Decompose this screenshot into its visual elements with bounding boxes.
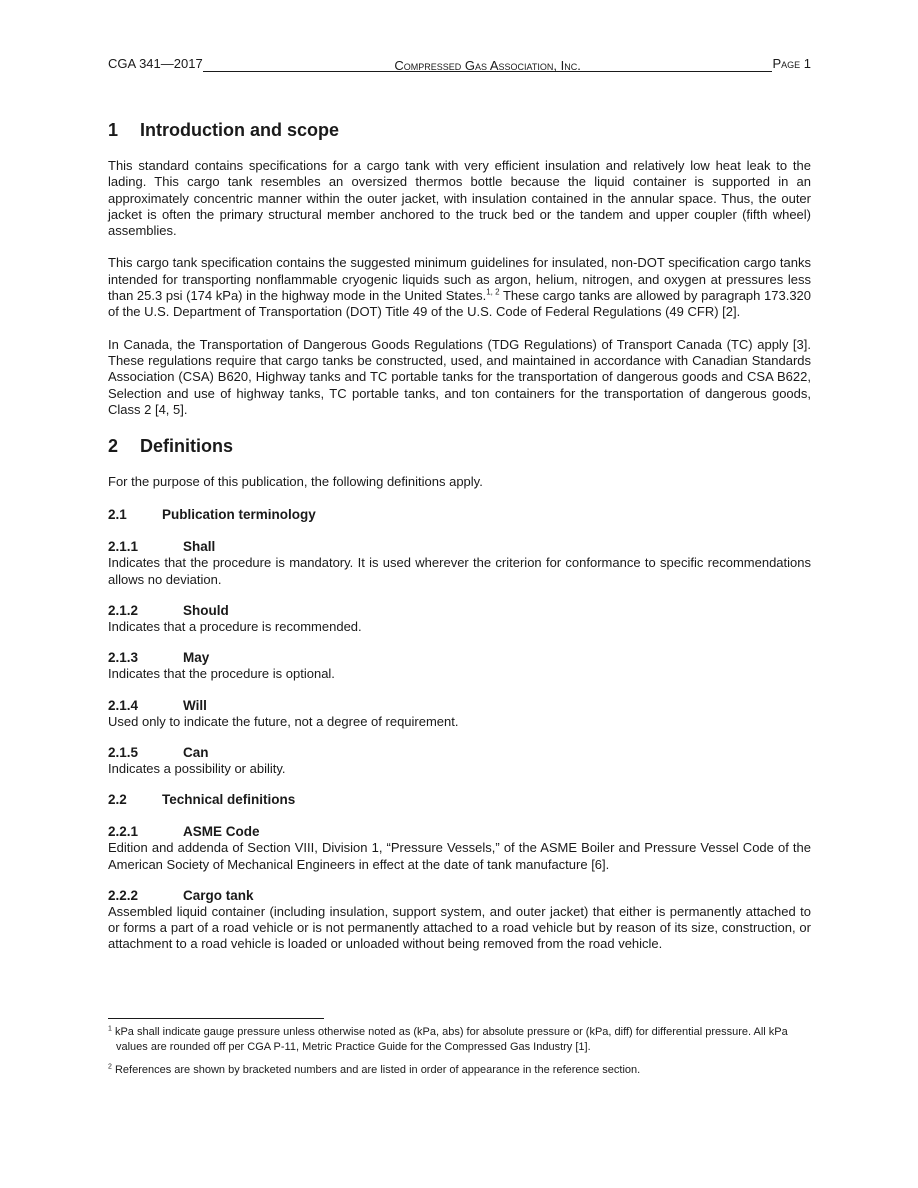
- section-number: 2: [108, 436, 119, 457]
- footnote-text: References are shown by bracketed numbers and are listed in order of appearance in the reference section.: [114, 1064, 641, 1076]
- term-name: Can: [183, 744, 209, 760]
- footnotes: [108, 1018, 811, 1086]
- definition-entry: [108, 697, 811, 730]
- term-number: 2.2.2: [108, 887, 139, 903]
- paragraph: In Canada, the Transportation of Dangerous Goods Regulations (TDG Regulations) of Transport Canada (TC) apply [3]. These regulations require that cargo tanks be constructed, used, and maintained in accordance with Canadian Standards Association (CSA) B620, Highway tanks and TC portable tanks for the transportation of dangerous goods and CSA B622, Selection and use of highway tanks, TC portable tanks, and ton containers for the transportation of dangerous goods, Class 2 [4, 5].: [108, 336, 811, 417]
- header-publisher: Compressed Gas Association, Inc.: [394, 58, 581, 73]
- term-definition: Indicates that a procedure is recommended.: [108, 619, 362, 635]
- term-definition: Edition and addenda of Section VIII, Division 1, “Pressure Vessels,” of the ASME Boiler and Pressure Vessel Code of the American Society of Mechanical Engineers in effect at the date of tank manufacture [6].: [108, 840, 811, 872]
- section-title: Introduction and scope: [140, 120, 340, 140]
- term-heading: [108, 887, 811, 904]
- term-number: 2.1.3: [108, 650, 139, 666]
- footnote: [108, 1063, 811, 1078]
- definition-entry: [108, 602, 811, 635]
- term-heading: [108, 538, 811, 555]
- running-header: [108, 54, 811, 72]
- section-heading-2: [108, 434, 811, 458]
- header-page-number: Page 1: [772, 56, 811, 71]
- header-document-id: CGA 341—2017: [108, 56, 203, 71]
- definition-entry: [108, 887, 811, 953]
- definition-entry: [108, 649, 811, 682]
- term-name: Will: [183, 697, 207, 713]
- term-heading: [108, 697, 811, 714]
- term-number: 2.2.1: [108, 824, 139, 840]
- subsection-number: 2.2: [108, 792, 127, 808]
- subsection-number: 2.1: [108, 507, 127, 523]
- paragraph: For the purpose of this publication, the following definitions apply.: [108, 474, 483, 490]
- definition-entry: [108, 538, 811, 588]
- footnote-mark: 1: [108, 1025, 112, 1033]
- term-name: ASME Code: [183, 824, 260, 840]
- paragraph-text: These cargo tanks are allowed by paragraph 173.320 of the U.S. Department of Transportation (DOT) Title 49 of the U.S. Code of Federal Regulations (49 CFR) [2].: [108, 288, 812, 320]
- term-definition: Indicates a possibility or ability.: [108, 760, 286, 776]
- term-definition: Indicates that the procedure is mandatory. It is used wherever the criterion for conformance to specific recommendations allows no deviation.: [108, 555, 811, 587]
- section-number: 1: [108, 120, 119, 140]
- definition-entry: [108, 744, 811, 777]
- document-page: [108, 0, 811, 1188]
- term-name: May: [183, 650, 210, 666]
- footnote-reference: 1, 2: [486, 287, 500, 297]
- section-heading-1: [108, 118, 811, 142]
- paragraph: This standard contains specifications for a cargo tank with very efficient insulation and relatively low heat leak to the lading. This cargo tank resembles an oversized thermos bottle because the liquid container is supported in an approximately concentric manner within the outer jacket, with insulation contained in the annular space. Thus, the outer jacket is often the primary structural member anchored to the truck bed or the tandem and upper coupler (fifth wheel) assemblies.: [108, 158, 811, 239]
- subsection-heading-2-1: [108, 506, 811, 524]
- footnote-rule: [108, 1018, 324, 1019]
- section-title: Definitions: [140, 436, 233, 457]
- term-number: 2.1.2: [108, 603, 139, 619]
- footnote: [108, 1025, 811, 1055]
- term-definition: Used only to indicate the future, not a degree of requirement.: [108, 713, 459, 729]
- term-name: Shall: [183, 539, 216, 555]
- paragraph-text: This cargo tank specification contains the suggested minimum guidelines for insulated, non-DOT specification cargo tanks intended for transporting nonflammable cryogenic liquids such as argon, helium, nitrogen, and oxygen at pressures less than 25.3 psi (174 kPa) in the highway mode in the United States.: [108, 255, 811, 304]
- header-rule: [203, 57, 773, 72]
- footnote-text: kPa shall indicate gauge pressure unless otherwise noted as (kPa, abs) for absolute pressure or (kPa, diff) for differential pressure. All kPa values are rounded off per CGA P-11, Metric Practice Guide for the Compressed Gas Industry [1].: [114, 1026, 788, 1053]
- subsection-title: Technical definitions: [162, 792, 296, 808]
- subsection-heading-2-2: [108, 791, 811, 809]
- term-name: Cargo tank: [183, 887, 254, 903]
- term-heading: [108, 823, 811, 840]
- footnote-mark: 2: [108, 1063, 112, 1071]
- term-heading: [108, 744, 811, 761]
- term-name: Should: [183, 603, 229, 619]
- term-definition: Indicates that the procedure is optional.: [108, 666, 335, 682]
- subsection-title: Publication terminology: [162, 507, 316, 523]
- term-definition: Assembled liquid container (including insulation, support system, and outer jacket) that either is permanently attached to or forms a part of a road vehicle or is not permanently attached to a road vehicle but by reason of its size, construction, or attachment to a road vehicle is loaded or unloaded without being removed from the road vehicle.: [108, 903, 811, 952]
- term-number: 2.1.5: [108, 744, 139, 760]
- term-heading: [108, 602, 811, 619]
- page-content: [108, 118, 811, 967]
- paragraph: [108, 255, 811, 320]
- definition-entry: [108, 823, 811, 873]
- term-number: 2.1.1: [108, 539, 139, 555]
- term-number: 2.1.4: [108, 697, 139, 713]
- term-heading: [108, 649, 811, 666]
